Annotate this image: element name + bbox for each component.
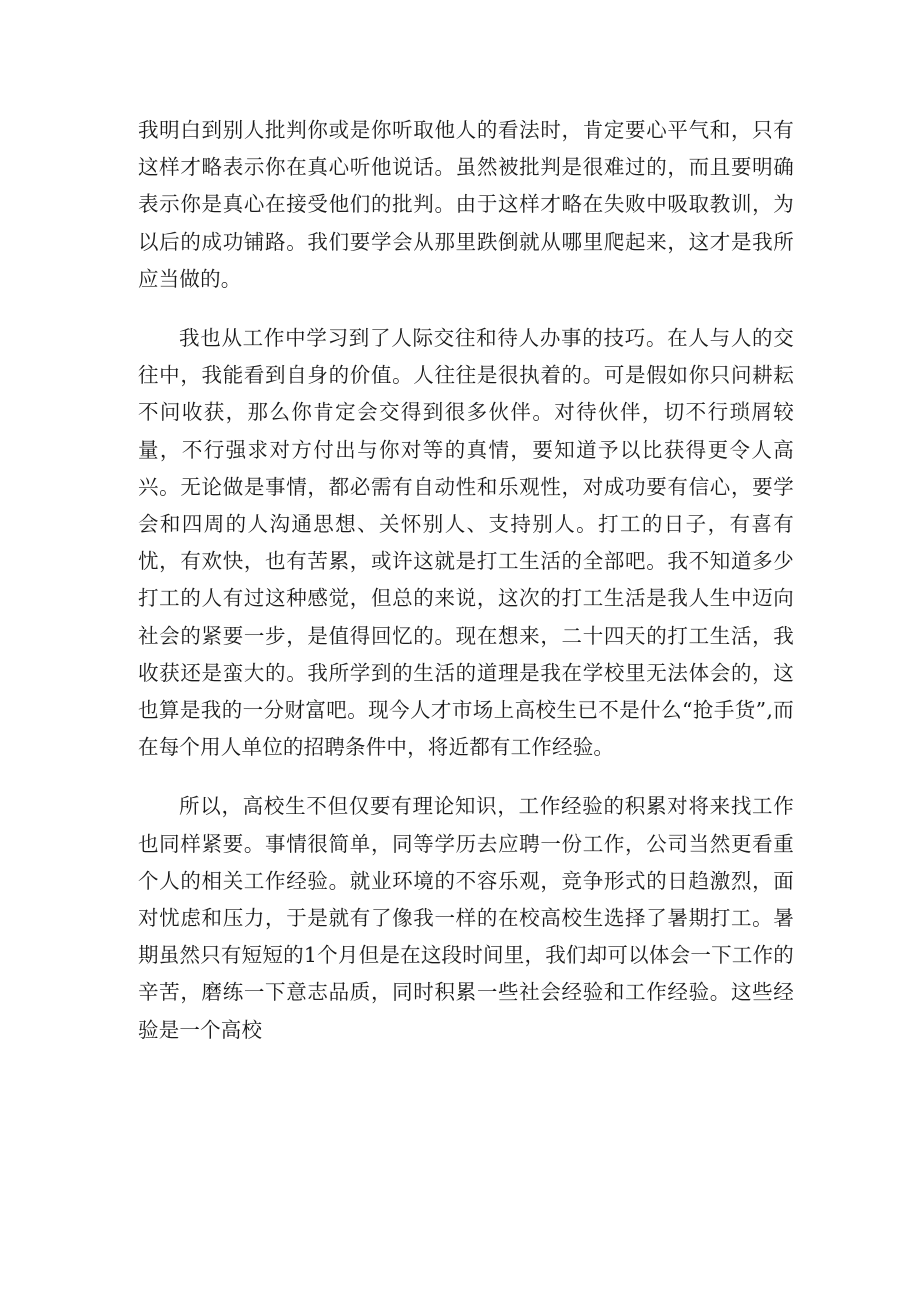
paragraph-2: 我也从工作中学习到了人际交往和待人办事的技巧。在人与人的交往中，我能看到自身的价值。人往往是很执着的。可是假如你只问耕耘不问收获，那么你肯定会交得到很多伙伴。对待伙伴，切不行琐屑较量，不行强求对方付出与你对等的真情，要知道予以比获得更令人高兴。无论做是事情，都必需有自动性和乐观性，对成功要有信心，要学会和四周的人沟通思想、关怀别人、支持别人。打工的日子，有喜有忧，有欢快，也有苦累，或许这就是打工生活的全部吧。我不知道多少打工的人有过这种感觉，但总的来说，这次的打工生活是我人生中迈向社会的紧要一步，是值得回忆的。现在想来，二十四天的打工生活，我收获还是蛮大的。我所学到的生活的道理是我在学校里无法体会的，这也算是我的一分财富吧。现今人才市场上高校生已不是什么“抢手货”,而在每个用人单位的招聘条件中，将近都有工作经验。: [138, 326, 794, 760]
paragraph-3: 所以，高校生不但仅要有理论知识，工作经验的积累对将来找工作也同样紧要。事情很简单，同等学历去应聘一份工作，公司当然更看重个人的相关工作经验。就业环境的不容乐观，竞争形式的日趋激烈，面对忧虑和压力，于是就有了像我一样的在校高校生选择了暑期打工。暑期虽然只有短短的1个月但是在这段时间里，我们却可以体会一下工作的辛苦，磨练一下意志品质，同时积累一些社会经验和工作经验。这些经验是一个高校: [138, 794, 794, 1042]
document-body: [138, 112, 794, 1071]
paragraph-1: 我明白到别人批判你或是你听取他人的看法时，肯定要心平气和，只有这样才略表示你在真心听他说话。虽然被批判是很难过的，而且要明确表示你是真心在接受他们的批判。由于这样才略在失败中吸取教训，为以后的成功铺路。我们要学会从那里跌倒就从哪里爬起来，这才是我所应当做的。: [138, 118, 794, 291]
